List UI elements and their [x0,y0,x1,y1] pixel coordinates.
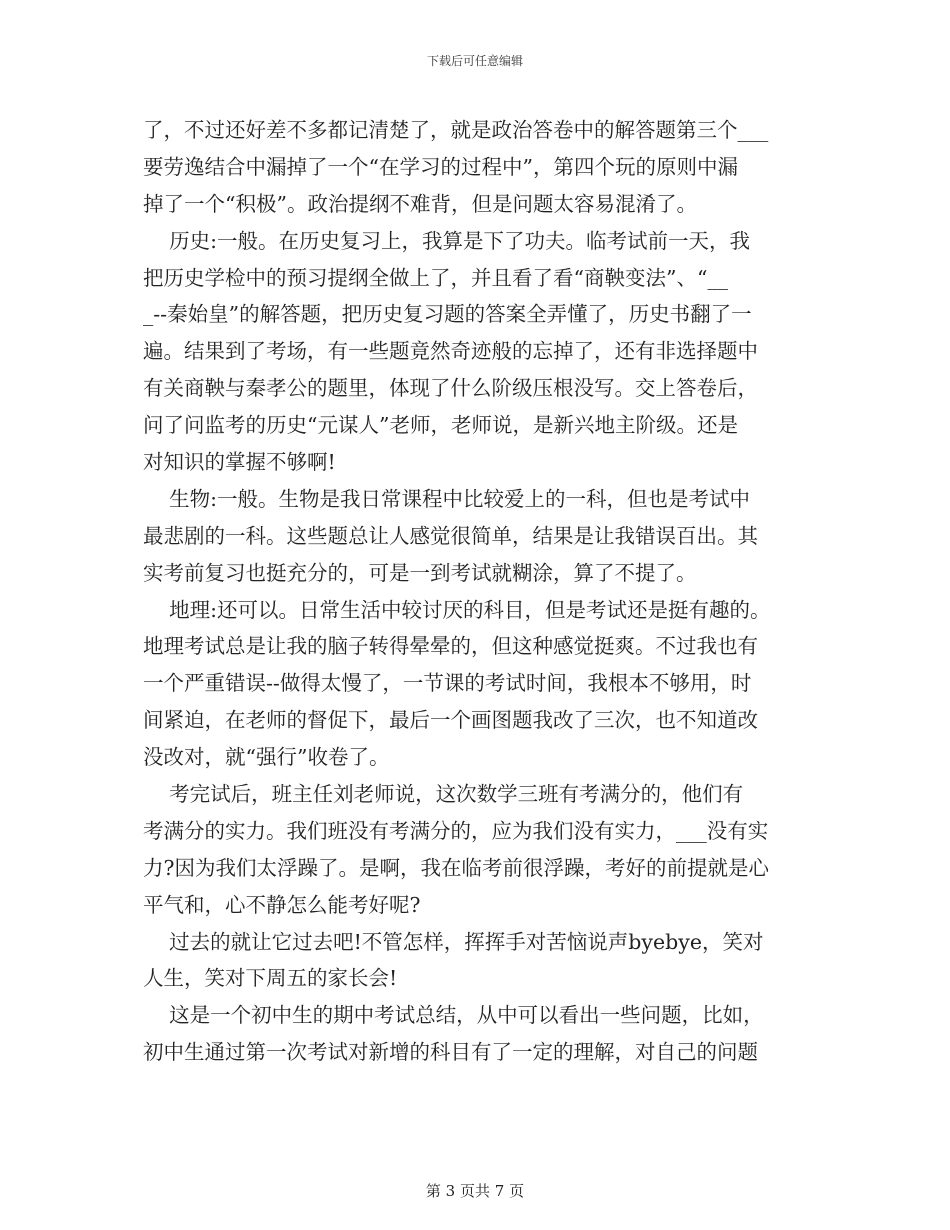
text-line: 考完试后，班主任刘老师说，这次数学三班有考满分的，他们有 [143,782,744,807]
text-line: 人生，笑对下周五的家长会! [143,966,398,991]
text-line: 地理:还可以。日常生活中较讨厌的科目，但是考试还是挺有趣的。 [143,597,771,622]
text-line: 过去的就让它过去吧!不管怎样，挥挥手对苦恼说声byebye，笑对 [143,929,764,954]
text-line: 间紧迫，在老师的督促下，最后一个画图题我改了三次，也不知道改 [143,708,758,733]
text-line: 最悲剧的一科。这些题总让人感觉很简单，结果是让我错误百出。其 [143,523,758,548]
text-line: 这是一个初中生的期中考试总结，从中可以看出一些问题，比如， [143,1003,764,1028]
text-line: 考满分的实力。我们班没有考满分的，应为我们没有实力，___没有实 [143,818,769,843]
text-line: _--秦始皇”的解答题，把历史复习题的答案全弄懂了，历史书翻了一 [143,302,752,327]
text-line: 把历史学检中的预习提纲全做上了，并且看了看“商鞅变法”、“__ [143,265,728,290]
text-line: 了，不过还好差不多都记清楚了，就是政治答卷中的解答题第三个___ [143,118,769,142]
text-line: 生物:一般。生物是我日常课程中比较爱上的一科，但也是考试中 [143,486,750,511]
text-line: 历史:一般。在历史复习上，我算是下了功夫。临考试前一天，我 [143,228,750,253]
document-body [143,112,815,1071]
text-line: 问了问监考的历史“元谋人”老师，老师说，是新兴地主阶级。还是 [143,413,738,438]
text-line: 一个严重错误--做得太慢了，一节课的考试时间，我根本不够用，时 [143,671,752,696]
page-header: 下载后可任意编辑 [426,54,523,68]
text-line: 遍。结果到了考场，有一些题竟然奇迹般的忘掉了，还有非选择题中 [143,339,758,364]
text-line: 要劳逸结合中漏掉了一个“在学习的过程中”，第四个玩的原则中漏 [143,154,738,179]
text-line: 地理考试总是让我的脑子转得晕晕的，但这种感觉挺爽。不过我也有 [143,634,758,659]
text-line: 初中生通过第一次考试对新增的科目有了一定的理解，对自己的问题 [143,1040,758,1065]
text-line: 没改对，就“强行”收卷了。 [143,745,390,770]
text-line: 有关商鞅与秦孝公的题里，体现了什么阶级压根没写。交上答卷后， [143,376,758,401]
text-line: 对知识的掌握不够啊! [143,450,336,475]
page-footer: 第 3 页共 7 页 [425,1182,525,1200]
text-line: 平气和，心不静怎么能考好呢? [143,892,421,917]
text-line: 力?因为我们太浮躁了。是啊，我在临考前很浮躁，考好的前提就是心 [143,855,769,880]
text-line: 掉了一个“积极”。政治提纲不难背，但是问题太容易混淆了。 [143,191,697,216]
text-line: 实考前复习也挺充分的，可是一到考试就糊涂，算了不提了。 [143,560,697,585]
